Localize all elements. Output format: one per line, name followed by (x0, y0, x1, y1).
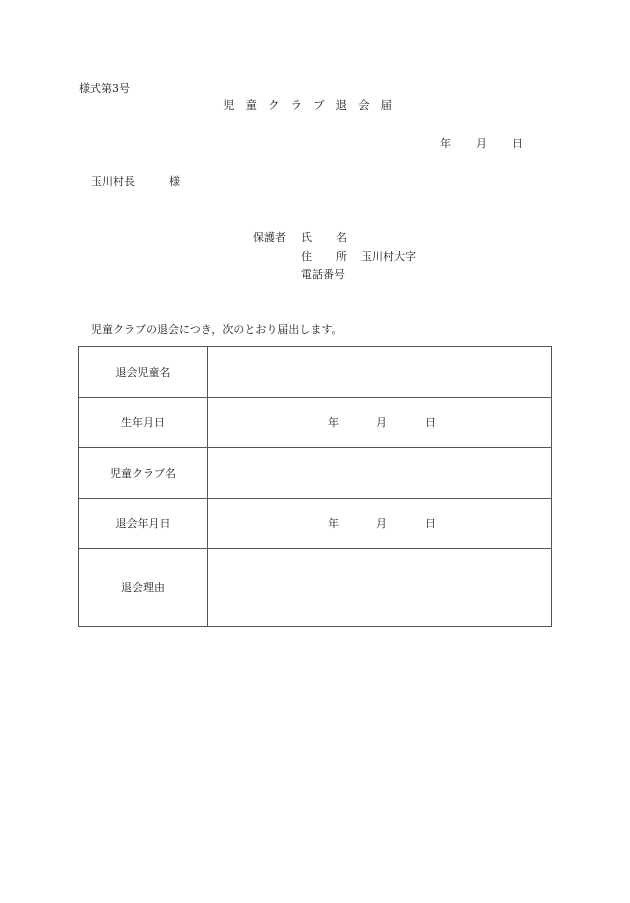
title-char: ラ (290, 98, 302, 112)
title-char: 児 (223, 98, 235, 112)
page-title (223, 100, 392, 112)
withdrawal-reason-field[interactable] (208, 549, 552, 627)
address-label-char: 所 (336, 250, 347, 263)
club-name-field[interactable] (208, 448, 552, 499)
withdrawal-reason-label: 退会理由 (79, 549, 208, 627)
withdrawal-month-label: 月 (376, 517, 387, 530)
club-name-label: 児童クラブ名 (79, 448, 208, 499)
name-label-char: 名 (336, 231, 347, 244)
guardian-address-value: 玉川村大字 (361, 250, 416, 263)
date-month-label: 月 (476, 137, 487, 150)
withdrawal-form-table (78, 346, 552, 627)
withdrawing-child-name-label: 退会児童名 (79, 347, 208, 398)
birth-day-label: 日 (425, 416, 436, 429)
name-label-char: 氏 (301, 231, 312, 244)
withdrawal-date-label: 退会年月日 (79, 499, 208, 549)
birth-month-label: 月 (376, 416, 387, 429)
addressee (91, 176, 180, 187)
title-char: 会 (358, 98, 370, 112)
table-row (79, 448, 552, 499)
title-char: ク (268, 98, 280, 112)
title-char: ブ (313, 98, 325, 112)
statement-text: 児童クラブの退会につき，次のとおり届出します。 (91, 323, 343, 336)
withdrawal-day-label: 日 (425, 517, 436, 530)
date-day-label: 日 (512, 137, 523, 150)
withdrawal-year-label: 年 (328, 517, 339, 530)
table-row (79, 347, 552, 398)
table-row (79, 549, 552, 627)
birth-date-label: 生年月日 (79, 398, 208, 448)
form-number: 様式第3号 (79, 82, 130, 95)
title-char: 退 (335, 98, 347, 112)
guardian-label: 保護者 (253, 231, 286, 244)
guardian-name-label (301, 232, 347, 243)
birth-date-field[interactable] (208, 398, 552, 448)
table-row (79, 499, 552, 549)
birth-year-label: 年 (328, 416, 339, 429)
guardian-phone-label: 電話番号 (301, 268, 345, 281)
title-char: 届 (380, 98, 392, 112)
table-row (79, 398, 552, 448)
addressee-honorific: 様 (169, 175, 180, 188)
address-label-char: 住 (301, 250, 312, 263)
addressee-name: 玉川村長 (91, 175, 135, 188)
withdrawal-date-field[interactable] (208, 499, 552, 549)
guardian-address-label (301, 251, 347, 262)
withdrawing-child-name-field[interactable] (208, 347, 552, 398)
submission-date (440, 138, 523, 149)
date-year-label: 年 (440, 137, 451, 150)
title-char: 童 (245, 98, 257, 112)
